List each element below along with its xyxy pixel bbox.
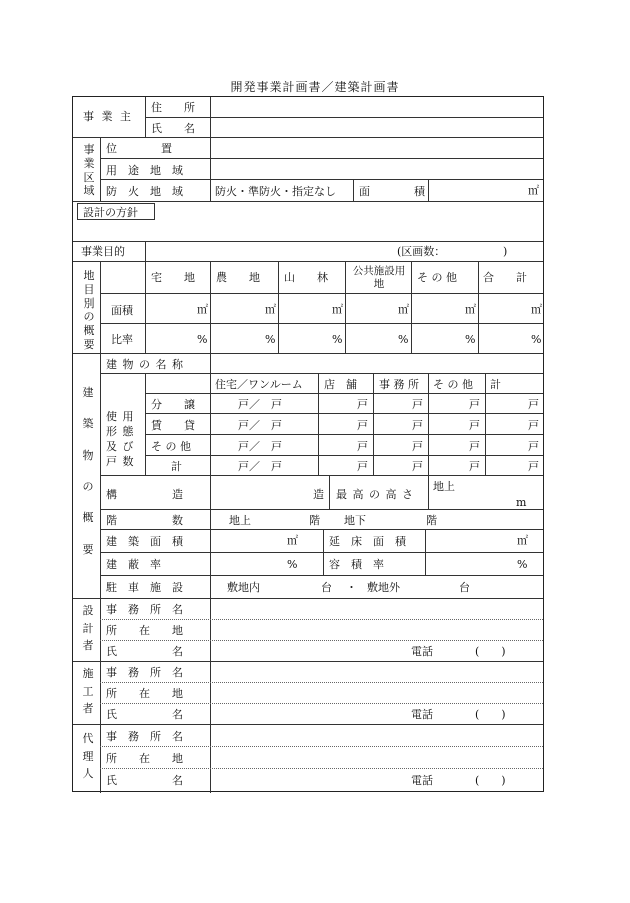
- land-header-farm: 農 地: [216, 271, 260, 284]
- page-title: 開発事業計画書／建築計画書: [230, 80, 400, 94]
- sale-shop: 戸: [357, 398, 368, 411]
- zone-label: 事業区域: [83, 143, 95, 198]
- zone-use-label: 用 途 地 域: [106, 164, 183, 177]
- usage-row-sale: 分 譲: [151, 398, 195, 411]
- land-area-label: 面積: [111, 304, 133, 317]
- builder-phone-paren: ( ): [475, 708, 506, 721]
- land-area-unit-4: ㎡: [398, 303, 409, 316]
- total-other: 戸: [469, 460, 480, 473]
- structure-label: 構 造: [106, 488, 183, 501]
- sale-office: 戸: [412, 398, 423, 411]
- structure-suffix: 造: [313, 488, 324, 501]
- land-ratio-unit-4: %: [398, 333, 409, 346]
- agent-office-label: 事 務 所 名: [106, 730, 183, 743]
- designer-office-label: 事 務 所 名: [106, 603, 183, 616]
- policy-label: 設計の方針: [83, 206, 138, 219]
- rent-total: 戸: [528, 419, 539, 432]
- land-ratio-label: 比率: [111, 333, 133, 346]
- building-area-label: 建 築 面 積: [106, 535, 183, 548]
- land-area-unit-3: ㎡: [332, 303, 343, 316]
- floors-label: 階 数: [106, 514, 183, 527]
- type-header-housing: 住宅／ワンルーム: [215, 378, 303, 391]
- builder-label: 施工者: [82, 667, 94, 716]
- agent-name-label: 氏 名: [106, 774, 183, 787]
- builder-location-label: 所 在 地: [106, 687, 183, 700]
- building-area-unit: ㎡: [287, 534, 298, 547]
- far-unit: %: [517, 558, 528, 571]
- rent-shop: 戸: [357, 419, 368, 432]
- building-name-label: 建 物 の 名 称: [106, 358, 184, 371]
- floor-area-unit: ㎡: [517, 534, 528, 547]
- designer-location-label: 所 在 地: [106, 624, 183, 637]
- floors-below-label: 地下: [344, 514, 366, 527]
- bcr-label: 建 蔽 率: [106, 558, 161, 571]
- floors-above-label: 地上: [229, 514, 251, 527]
- sale-total: 戸: [528, 398, 539, 411]
- land-ratio-unit-2: %: [265, 333, 276, 346]
- usage-label: 使 用 形 態 及 び 戸 数: [106, 410, 135, 468]
- applicant-label: 事 業 主: [83, 110, 133, 123]
- land-area-unit-1: ㎡: [197, 303, 208, 316]
- type-header-total: 計: [490, 378, 501, 391]
- land-header-public: 公共施設用 地: [352, 265, 427, 290]
- land-ratio-unit-1: %: [197, 333, 208, 346]
- designer-phone-paren: ( ): [475, 645, 506, 658]
- agent-phone-paren: ( ): [475, 774, 506, 787]
- zone-fire-value[interactable]: 防火・準防火・指定なし: [215, 185, 336, 198]
- land-header-other: そ の 他: [417, 271, 457, 284]
- agent-label: 代理人: [82, 732, 94, 781]
- land-label: 地目別の概要: [83, 269, 95, 351]
- type-header-office: 事 務 所: [379, 378, 419, 391]
- land-ratio-unit-3: %: [332, 333, 343, 346]
- agent-location-label: 所 在 地: [106, 752, 183, 765]
- policy-field[interactable]: [75, 223, 541, 239]
- land-ratio-unit-5: %: [465, 333, 476, 346]
- other-total: 戸: [528, 440, 539, 453]
- land-area-unit-2: ㎡: [265, 303, 276, 316]
- agent-phone-label: 電話: [411, 774, 433, 787]
- applicant-name-field[interactable]: [211, 118, 543, 136]
- usage-row-total: 計: [171, 460, 182, 473]
- purpose-label: 事業目的: [81, 245, 125, 258]
- total-office: 戸: [412, 460, 423, 473]
- floors-below-unit: 階: [426, 514, 437, 527]
- floors-above-unit: 階: [309, 514, 320, 527]
- other-shop: 戸: [357, 440, 368, 453]
- parking-inside-unit: 台: [321, 581, 332, 594]
- sale-housing: 戸／ 戸: [238, 398, 282, 411]
- purpose-lots-close: ): [503, 245, 508, 258]
- height-label: 最 高 の 高 さ: [336, 488, 414, 501]
- bcr-unit: %: [287, 558, 298, 571]
- rent-housing: 戸／ 戸: [238, 419, 282, 432]
- parking-label: 駐 車 施 設: [106, 581, 183, 594]
- total-shop: 戸: [357, 460, 368, 473]
- zone-area-label: 面 積: [359, 185, 425, 198]
- total-housing: 戸／ 戸: [238, 460, 282, 473]
- sale-other: 戸: [469, 398, 480, 411]
- zone-fire-label: 防 火 地 域: [106, 185, 183, 198]
- plan-form: [72, 96, 544, 792]
- land-area-unit-6: ㎡: [531, 303, 542, 316]
- designer-name-label: 氏 名: [106, 645, 183, 658]
- type-header-other: そ の 他: [433, 378, 473, 391]
- designer-label: 設計者: [82, 604, 94, 653]
- total-total: 戸: [528, 460, 539, 473]
- zone-location-label: 位 置: [106, 142, 172, 155]
- land-header-total: 合 計: [483, 271, 527, 284]
- usage-row-rent: 賃 貸: [151, 419, 195, 432]
- rent-other: 戸: [469, 419, 480, 432]
- other-housing: 戸／ 戸: [238, 440, 282, 453]
- applicant-name-label: 氏 名: [151, 122, 195, 135]
- applicant-address-field[interactable]: [211, 98, 543, 116]
- builder-name-label: 氏 名: [106, 708, 183, 721]
- land-ratio-unit-6: %: [531, 333, 542, 346]
- usage-row-other: そ の 他: [151, 440, 191, 453]
- parking-outside-label: 敷地外: [367, 581, 400, 594]
- parking-inside-label: 敷地内: [227, 581, 260, 594]
- floor-area-label: 延 床 面 積: [329, 535, 406, 548]
- land-header-residential: 宅 地: [151, 271, 195, 284]
- rent-office: 戸: [412, 419, 423, 432]
- builder-office-label: 事 務 所 名: [106, 666, 183, 679]
- applicant-address-label: 住 所: [151, 101, 195, 114]
- height-ground-label: 地上: [433, 480, 455, 493]
- building-label: 建築物の概要: [82, 386, 94, 556]
- purpose-lots-label: (区画数：: [397, 245, 446, 258]
- type-header-shop: 店 舗: [324, 378, 357, 391]
- parking-separator: ・: [346, 581, 357, 594]
- builder-phone-label: 電話: [411, 708, 433, 721]
- zone-area-unit: ㎡: [528, 184, 539, 197]
- land-area-unit-5: ㎡: [465, 303, 476, 316]
- other-other: 戸: [469, 440, 480, 453]
- parking-outside-unit: 台: [459, 581, 470, 594]
- land-header-forest: 山 林: [284, 271, 328, 284]
- other-office: 戸: [412, 440, 423, 453]
- designer-phone-label: 電話: [411, 645, 433, 658]
- height-unit: m: [516, 496, 527, 509]
- far-label: 容 積 率: [329, 558, 384, 571]
